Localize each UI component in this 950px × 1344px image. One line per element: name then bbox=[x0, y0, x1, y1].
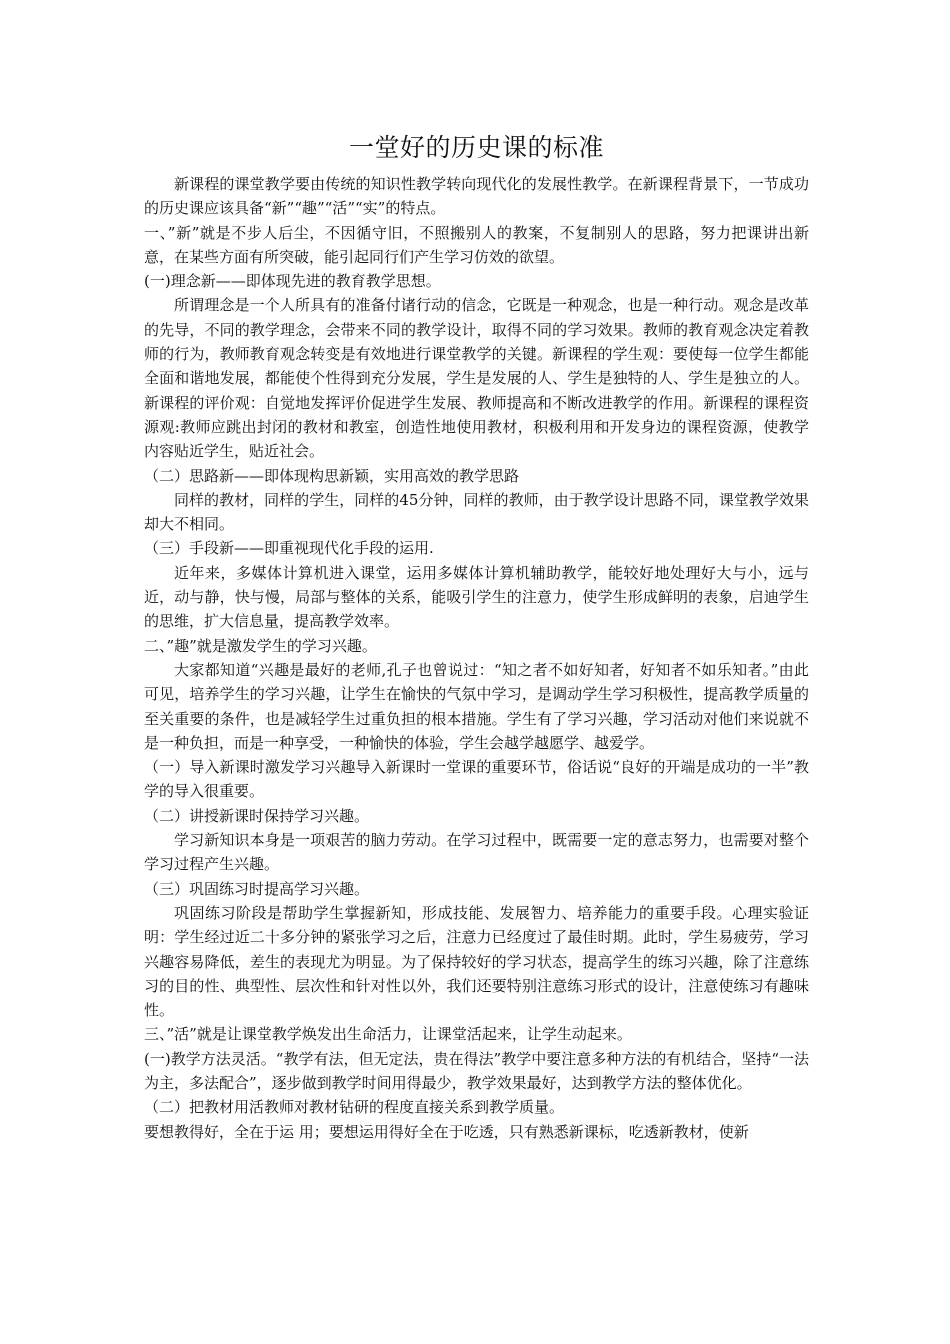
body-paragraph: 大家都知道“兴趣是最好的老师,孔子也曾说过：“知之者不如好知者，好知者不如乐知者。”由此可见，培养学生的学习兴趣，让学生在愉快的气氛中学习，是调动学生学习积极性，提高教学质量的至关重要的条件，也是减轻学生过重负担的根本措施。学生有了学习兴趣，学习活动对他们来说就不是一种负担，而是一种享受，一种愉快的体验，学生会越学越愿学、越爱学。 bbox=[144, 660, 809, 752]
body-paragraph: 巩固练习阶段是帮助学生掌握新知，形成技能、发展智力、培养能力的重要手段。心理实验证明：学生经过近二十多分钟的紧张学习之后，注意力已经度过了最佳时期。此时，学生易疲劳，学习兴趣容易降低，差生的表现尤为明显。为了保持较好的学习状态，提高学生的练习兴趣，除了注意练习的目的性、典型性、层次性和针对性以外，我们还要特别注意练习形式的设计，注意使练习有趣味性。 bbox=[144, 903, 809, 1020]
section-heading: （三）巩固练习时提高学习兴趣。 bbox=[144, 879, 370, 898]
section-heading: （二）讲授新课时保持学习兴趣。 bbox=[144, 806, 370, 825]
body-paragraph: 学习新知识本身是一项艰苦的脑力劳动。在学习过程中，既需要一定的意志努力，也需要对整个学习过程产生兴趣。 bbox=[144, 831, 809, 874]
section-heading: 要想教得好，全在于运 用；要想运用得好全在于吃透，只有熟悉新课标，吃透新教材，使新 bbox=[144, 1122, 749, 1141]
document-page bbox=[144, 128, 809, 1144]
body-paragraph: 近年来，多媒体计算机进入课堂，运用多媒体计算机辅助教学，能较好地处理好大与小，远与近，动与静，快与慢，局部与整体的关系，能吸引学生的注意力，使学生形成鲜明的表象，启迪学生的思维，扩大信息量，提高教学效率。 bbox=[144, 563, 809, 631]
section-heading: （三）手段新——即重视现代化手段的运用. bbox=[144, 539, 434, 558]
body-paragraph: 所谓理念是一个人所具有的准备付诸行动的信念，它既是一种观念，也是一种行动。观念是改革的先导，不同的教学理念，会带来不同的教学设计，取得不同的学习效果。教师的教育观念决定着教师的行为，教师教育观念转变是有效地进行课堂教学的关键。新课程的学生观：要使每一位学生都能全面和谐地发展，都能使个性得到充分发展，学生是发展的人、学生是独特的人、学生是独立的人。新课程的评价观：自觉地发挥评价促进学生发展、教师提高和不断改进教学的作用。新课程的课程资源观:教师应跳出封闭的教材和教室，创造性地使用教材，积极利用和开发身边的课程资源，使教学内容贴近学生，贴近社会。 bbox=[144, 296, 809, 461]
body-paragraph: 新课程的课堂教学要由传统的知识性教学转向现代化的发展性教学。在新课程背景下，一节成功的历史课应该具备“新”“趣”“活”“实”的特点。 bbox=[144, 175, 809, 218]
section-heading: (一)理念新——即体现先进的教育教学思想。 bbox=[144, 272, 441, 291]
section-heading: （一）导入新课时激发学习兴趣导入新课时一堂课的重要环节，俗话说“良好的开端是成功的一半”教学的导入很重要。 bbox=[144, 758, 809, 801]
document-title: 一堂好的历史课的标准 bbox=[348, 133, 604, 162]
section-heading: (一)教学方法灵活。“教学有法，但无定法，贵在得法”教学中要注意多种方法的有机结合，坚持“一法为主，多法配合”，逐步做到教学时间用得最少，教学效果最好，达到教学方法的整体优化。 bbox=[144, 1049, 809, 1092]
section-heading: 三、”活”就是让课堂教学焕发出生命活力，让课堂活起来，让学生动起来。 bbox=[144, 1025, 632, 1044]
body-paragraph: 同样的教材，同样的学生，同样的45分钟，同样的教师，由于教学设计思路不同，课堂教学效果却大不相同。 bbox=[144, 490, 809, 534]
section-heading: 二、”趣”就是激发学生的学习兴趣。 bbox=[144, 636, 377, 655]
section-heading: 一、”新”就是不步人后尘，不因循守旧，不照搬别人的教案，不复制别人的思路，努力把课讲出新意，在某些方面有所突破，能引起同行们产生学习仿效的欲望。 bbox=[144, 223, 809, 266]
section-heading: （二）把教材用活教师对教材钻研的程度直接关系到教学质量。 bbox=[144, 1098, 565, 1117]
document-body bbox=[144, 172, 809, 1144]
section-heading: （二）思路新——即体现构思新颖，实用高效的教学思路 bbox=[144, 466, 520, 485]
